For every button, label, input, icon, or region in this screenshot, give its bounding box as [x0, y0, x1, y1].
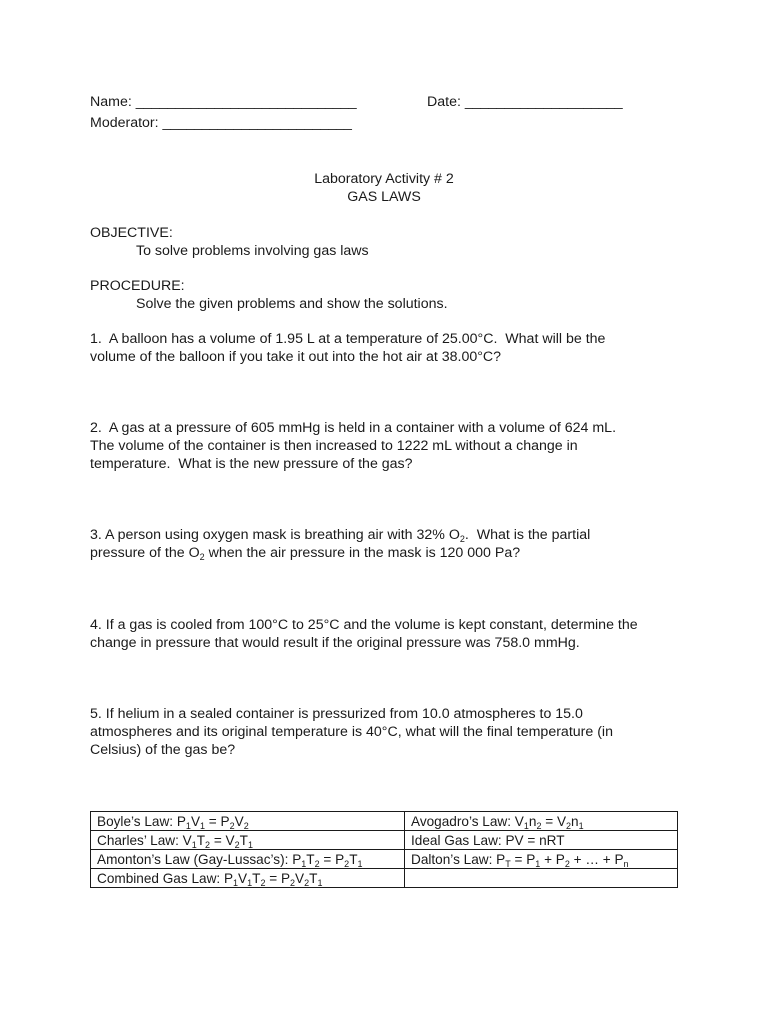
- problem-3-line-1a: 3. A person using oxygen mask is breathing air with 32% O: [90, 527, 460, 543]
- boyles-law-label: Boyle’s Law:: [97, 813, 177, 829]
- table-row: [91, 850, 678, 869]
- name-field: Name: ____________________________: [90, 94, 357, 110]
- problem-1-line-1: 1. A balloon has a volume of 1.95 L at a temperature of 25.00°C. What will be the: [90, 331, 606, 347]
- problem-5-line-3: Celsius) of the gas be?: [90, 742, 236, 758]
- problem-5-line-2: atmospheres and its original temperature is 40°C, what will the final temperature (in: [90, 724, 613, 740]
- problem-4-line-1: 4. If a gas is cooled from 100°C to 25°C and the volume is kept constant, determine the: [90, 617, 638, 633]
- problem-5: [90, 705, 690, 759]
- daltons-law-cell: Dalton’s Law: $P_T = P_1 + P_2$ + … + $P_n$: [405, 850, 678, 869]
- daltons-law-label: Dalton’s Law:: [411, 851, 497, 867]
- date-field: Date: ____________________: [427, 94, 623, 110]
- problem-1-line-2: volume of the balloon if you take it out into the hot air at 38.00°C?: [90, 349, 502, 365]
- problem-3-line-1: 3. A person using oxygen mask is breathing air with 32% $O_2$. What is the partial: [90, 527, 591, 544]
- objective-text: To solve problems involving gas laws: [136, 243, 369, 259]
- charles-law-label: Charles’ Law:: [97, 832, 183, 848]
- table-row: [91, 831, 678, 850]
- problem-1: [90, 330, 690, 366]
- table-row: [91, 869, 678, 888]
- objective-heading: OBJECTIVE:: [90, 225, 173, 241]
- gas-laws-table: [90, 811, 678, 888]
- problem-3-line-2b: when the air pressure in the mask is 120 000 Pa?: [204, 545, 521, 561]
- moderator-field: Moderator: ________________________: [90, 115, 352, 131]
- avogadros-law-cell: Avogadro’s Law: $V_1n_2 = V_2n_1$: [405, 812, 678, 831]
- problem-2-line-3: temperature. What is the new pressure of the gas?: [90, 456, 413, 472]
- problem-4-line-2: change in pressure that would result if the original pressure was 758.0 mmHg.: [90, 635, 580, 651]
- problem-2-line-1: 2. A gas at a pressure of 605 mmHg is held in a container with a volume of 624 mL.: [90, 420, 617, 436]
- table-row: [91, 812, 678, 831]
- problem-2: [90, 419, 690, 473]
- empty-cell: [405, 869, 678, 888]
- problem-4: [90, 616, 690, 652]
- problem-2-line-2: The volume of the container is then increased to 1222 mL without a change in: [90, 438, 578, 454]
- problem-5-line-1: 5. If helium in a sealed container is pressurized from 10.0 atmospheres to 15.0: [90, 706, 583, 722]
- boyles-law-cell: Boyle’s Law: $P_1V_1 = P_2V_2$: [91, 812, 405, 831]
- combined-gas-law-cell: Combined Gas Law: $P_1V_1T_2 = P_2V_2T_1$: [91, 869, 405, 888]
- problem-3-line-2: pressure of the $O_2$ when the air pressure in the mask is 120 000 Pa?: [90, 545, 521, 562]
- ideal-gas-law-label: Ideal Gas Law: PV = nRT: [411, 832, 565, 848]
- activity-subtitle: GAS LAWS: [347, 189, 421, 205]
- problem-3-line-1b: . What is the partial: [464, 527, 591, 543]
- activity-title: Laboratory Activity # 2: [314, 171, 454, 187]
- problem-3: [90, 526, 690, 562]
- procedure-text: Solve the given problems and show the solutions.: [136, 296, 448, 312]
- problem-3-line-2a: pressure of the O: [90, 545, 200, 561]
- avogadros-law-label: Avogadro’s Law:: [411, 813, 515, 829]
- combined-gas-law-label: Combined Gas Law:: [97, 870, 224, 886]
- ideal-gas-law-cell: [405, 831, 678, 850]
- amontons-law-label: Amonton’s Law (Gay-Lussac’s):: [97, 851, 293, 867]
- procedure-heading: PROCEDURE:: [90, 278, 185, 294]
- charles-law-cell: Charles’ Law: $V_1T_2 = V_2T_1$: [91, 831, 405, 850]
- amontons-law-cell: Amonton’s Law (Gay-Lussac’s): $P_1T_2 = P_2T_1$: [91, 850, 405, 869]
